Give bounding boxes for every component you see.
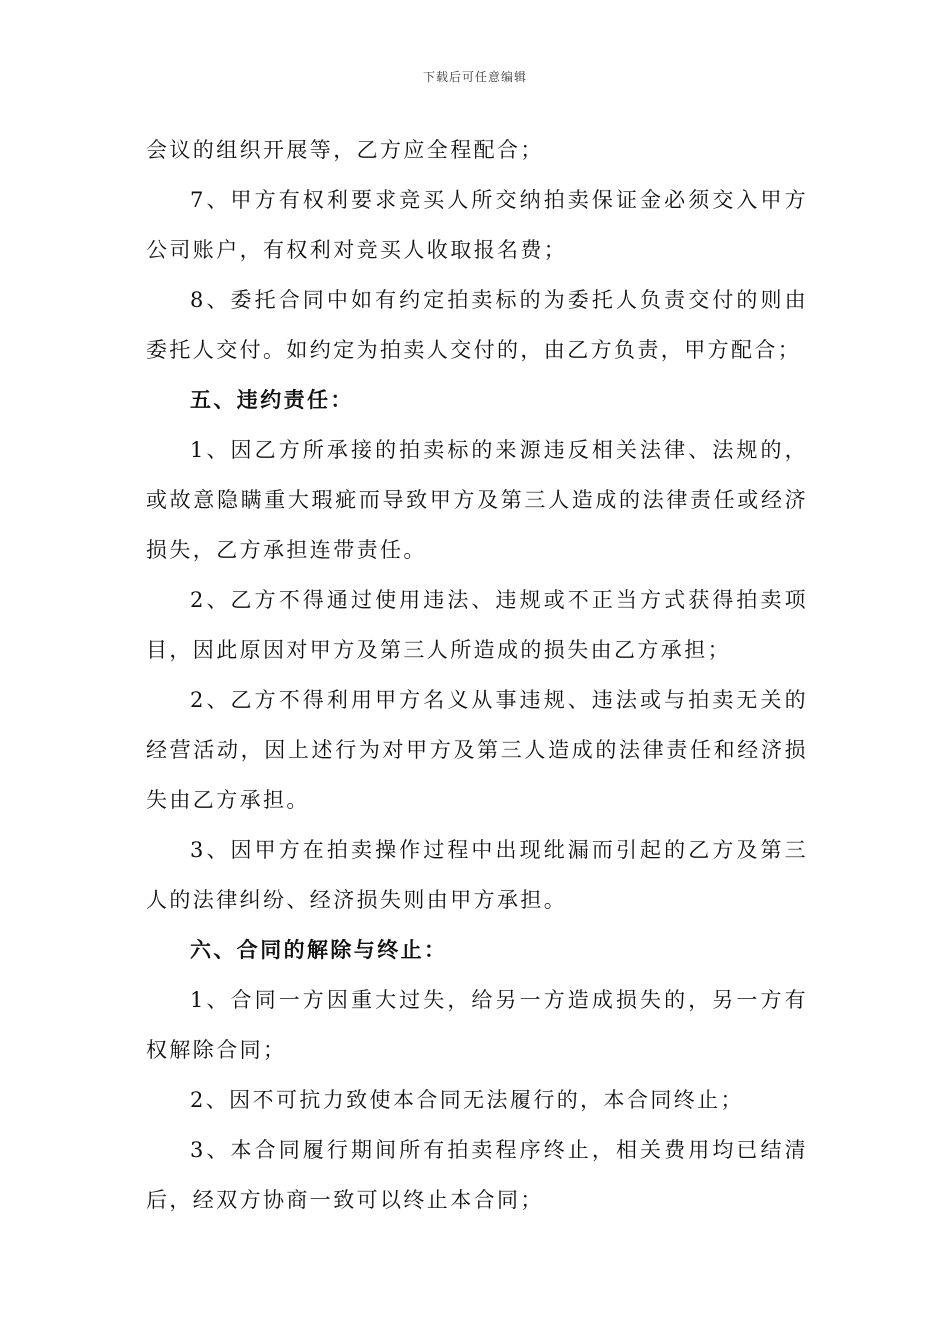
termination-clause-2: 2、因不可抗力致使本合同无法履行的，本合同终止； (190, 1088, 744, 1112)
header-note: 下载后可任意编辑 (422, 70, 527, 84)
breach-clause-1: 1、因乙方所承接的拍卖标的来源违反相关法律、法规的，或故意隐瞒重大瑕疵而导致甲方及第三人造成的法律责任或经济损失，乙方承担连带责任。 (146, 438, 808, 562)
paragraph-continuation: 会议的组织开展等，乙方应全程配合； (146, 138, 544, 162)
breach-clause-2b: 2、乙方不得利用甲方名义从事违规、违法或与拍卖无关的经营活动，因上述行为对甲方及第三人造成的法律责任和经济损失由乙方承担。 (146, 688, 808, 812)
termination-clause-1: 1、合同一方因重大过失，给另一方造成损失的，另一方有权解除合同； (146, 988, 808, 1062)
termination-clause-3: 3、本合同履行期间所有拍卖程序终止，相关费用均已结清后，经双方协商一致可以终止本合同； (146, 1138, 808, 1212)
section-heading-breach-liability: 五、违约责任： (190, 387, 354, 412)
section-heading-termination: 六、合同的解除与终止： (190, 937, 448, 962)
document-body (146, 125, 808, 1225)
breach-clause-3: 3、因甲方在拍卖操作过程中出现纰漏而引起的乙方及第三人的法律纠纷、经济损失则由甲方承担。 (146, 838, 808, 912)
breach-clause-2a: 2、乙方不得通过使用违法、违规或不正当方式获得拍卖项目，因此原因对甲方及第三人所造成的损失由乙方承担； (146, 588, 808, 662)
clause-7: 7、甲方有权利要求竞买人所交纳拍卖保证金必须交入甲方公司账户，有权利对竞买人收取报名费； (146, 188, 808, 262)
clause-8: 8、委托合同中如有约定拍卖标的为委托人负责交付的则由委托人交付。如约定为拍卖人交付的，由乙方负责，甲方配合； (146, 288, 808, 362)
